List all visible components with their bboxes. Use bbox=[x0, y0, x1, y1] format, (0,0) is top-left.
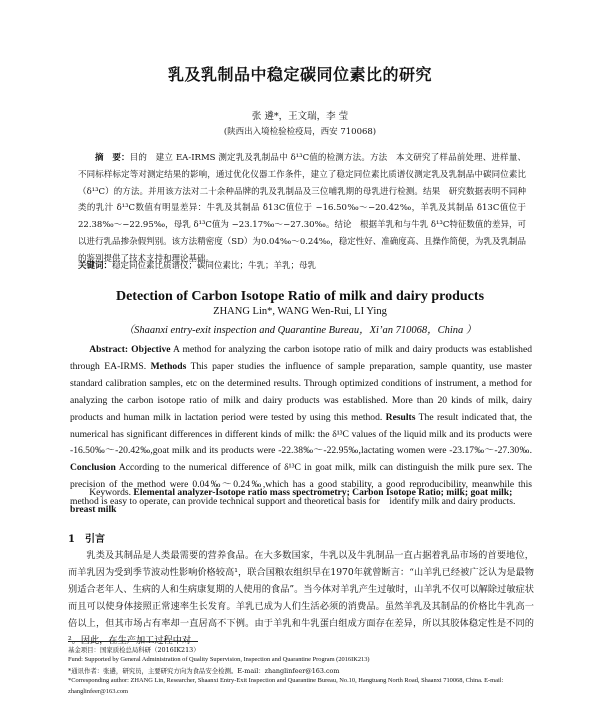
footnote-fund-cn: 基金项目：国家质检总局科研（2016IK213） bbox=[68, 646, 200, 654]
keywords-cn-label: 关键词： bbox=[78, 261, 113, 271]
footnote-author-en: *Corresponding author: ZHANG Lin, Researcher, Shaanxi Entry-Exit Inspection and Quarantine Bureau, No.10, Hangtuang North Road, Shaanxi 710068, China. E-mail: zhanglinfeer@163.com bbox=[68, 677, 504, 695]
affiliation-cn: (陕西出入境检验检疫局，西安 710068) bbox=[223, 127, 377, 137]
keywords-en-text: Elemental analyzer-Isotope ratio mass spectrometry; Carbon Isotope Ratio; milk; goat milk; breast milk bbox=[70, 487, 513, 515]
introduction-text: 乳类及其制品是人类最需要的营养食品。在大多数国家，牛乳以及牛乳制品一直占据着乳品市场的首要地位，而羊乳因为受到季节波动性影响价格较高¹，联合国粮农组织早在1970年就曾断言：“山羊乳已经被广泛认为是最物别适合老年人、生病的人和生病康复期的人使用的食品”。当今体对羊乳产生过敏时，山羊乳不仅可以解除过敏症状而且可以使身体接照正常速率生长发育。羊乳已成为人们生活必须的消费品。虽然羊乳及其制品的价格比牛乳高一倍以上，但其市场占有率却一直居高不下例。由于羊乳和牛乳蛋白组成方面存在差异，所以其胶体稳定性是不同的²。因此，在生产加工过程中对 bbox=[68, 550, 534, 646]
keywords-cn-text: 稳定同位素比质谱仪；碳同位素比；牛乳；羊乳；母乳 bbox=[112, 261, 317, 271]
abstract-en-methods-label: Methods bbox=[150, 360, 187, 372]
abstract-en-conclusion: According to the numerical difference of δ¹³C in goat milk, milk can distinguish the milk pure sex. The precision of the method were 0.04‰～0.24‰,which has a good stability, a good reproducibility, meanwhile this method is easy to operate, can provide technical support and theoretical basis for identify milk and dairy products. bbox=[70, 462, 532, 508]
abstract-cn bbox=[78, 150, 535, 268]
abstract-en-results-label: Results bbox=[385, 411, 416, 423]
paper-title-cn: 乳及乳制品中稳定碳同位素比的研究 bbox=[167, 65, 432, 84]
keywords-en bbox=[70, 484, 532, 518]
abstract-en-label: Abstract: Objective bbox=[89, 344, 171, 355]
footnote-divider bbox=[68, 641, 198, 642]
abstract-en-methods: This paper studies the influence of sample preparation, sample quantity, use master standard calibration samples, etc on the determined results. Through optimized conditions of instrument, a method for analyzing the carbon isotope ratio of milk and dairy products was established. More than 20 kinds of milk, dairy products and human milk in lactation period were tested by using this method. bbox=[70, 360, 532, 423]
authors-en: ZHANG Lin*, WANG Wen-Rui, LI Ying bbox=[213, 306, 387, 317]
abstract-en-conclusion-label: Conclusion bbox=[70, 462, 116, 474]
footnote-fund-en: Fund: Supported by General Administration of Quality Supervision, Inspection and Quarantine Program (2016IK213) bbox=[68, 656, 370, 664]
keywords-en-label: Keywords. bbox=[89, 487, 132, 498]
keywords-cn bbox=[78, 259, 526, 271]
footnotes bbox=[68, 645, 534, 697]
footnote-author-cn: *通讯作者：张遴，研究员，主要研究方向为食品安全检测。E-mail：zhanglinfeer@163.com bbox=[68, 666, 340, 675]
paper-title-en: Detection of Carbon Isotope Ratio of milk and dairy products bbox=[115, 289, 485, 304]
section-heading-introduction: 1 引言 bbox=[68, 534, 105, 545]
affiliation-en: （Shaanxi entry-exit inspection and Quarantine Bureau，Xi’an 710068，China ） bbox=[123, 325, 477, 336]
abstract-cn-text: 目的 建立 EA-IRMS 测定乳及乳制品中 δ¹³C值的检测方法。方法 本文研究了样品前处理、进样量、不同标样标定等对测定结果的影响，通过优化仪器工作条件，建立了稳定同位素比质谱仪测定乳及乳制品中碳同位素比（δ¹³C）的方法。并用该方法对二十余种品牌的乳及乳制品及三位哺乳期的母乳进行检测。结果 研究数据表明不同种类的乳汁 δ¹³C数值有明显差异：牛乳及其制品 δ13C值位于 −16.50‰～−20.42‰，羊乳及其制品 δ13C值位于 22.38‰～−22.95‰，母乳 δ¹³C值为 −23.17‰～−27.30‰。结论 根据羊乳和与牛乳 δ¹³C特征数值的差异，可以进行乳品掺杂假判别。该方法精密度（SD）为0.04‰～0.24‰，稳定性好、准确度高、且操作简便，为乳及乳制品的鉴别提供了技术支持和理论基础。 bbox=[78, 153, 535, 264]
abstract-en-results: The result indicated that, the numerical has significant differences in different kinds of milk: the δ¹³C values of the liquid milk and its products were -16.50‰～-20.42‰,goat milk and its products were -22.38‰～-22.95‰,lactating women were -23.17‰～-27.30‰. bbox=[70, 411, 532, 457]
abstract-en-objective: A method for analyzing the carbon isotope ratio of milk and dairy products was established through EA-IRMS. bbox=[70, 344, 533, 372]
abstract-cn-label: 摘 要： bbox=[95, 153, 130, 163]
authors-cn: 张 遴*，王文瑞，李 莹 bbox=[251, 111, 349, 122]
